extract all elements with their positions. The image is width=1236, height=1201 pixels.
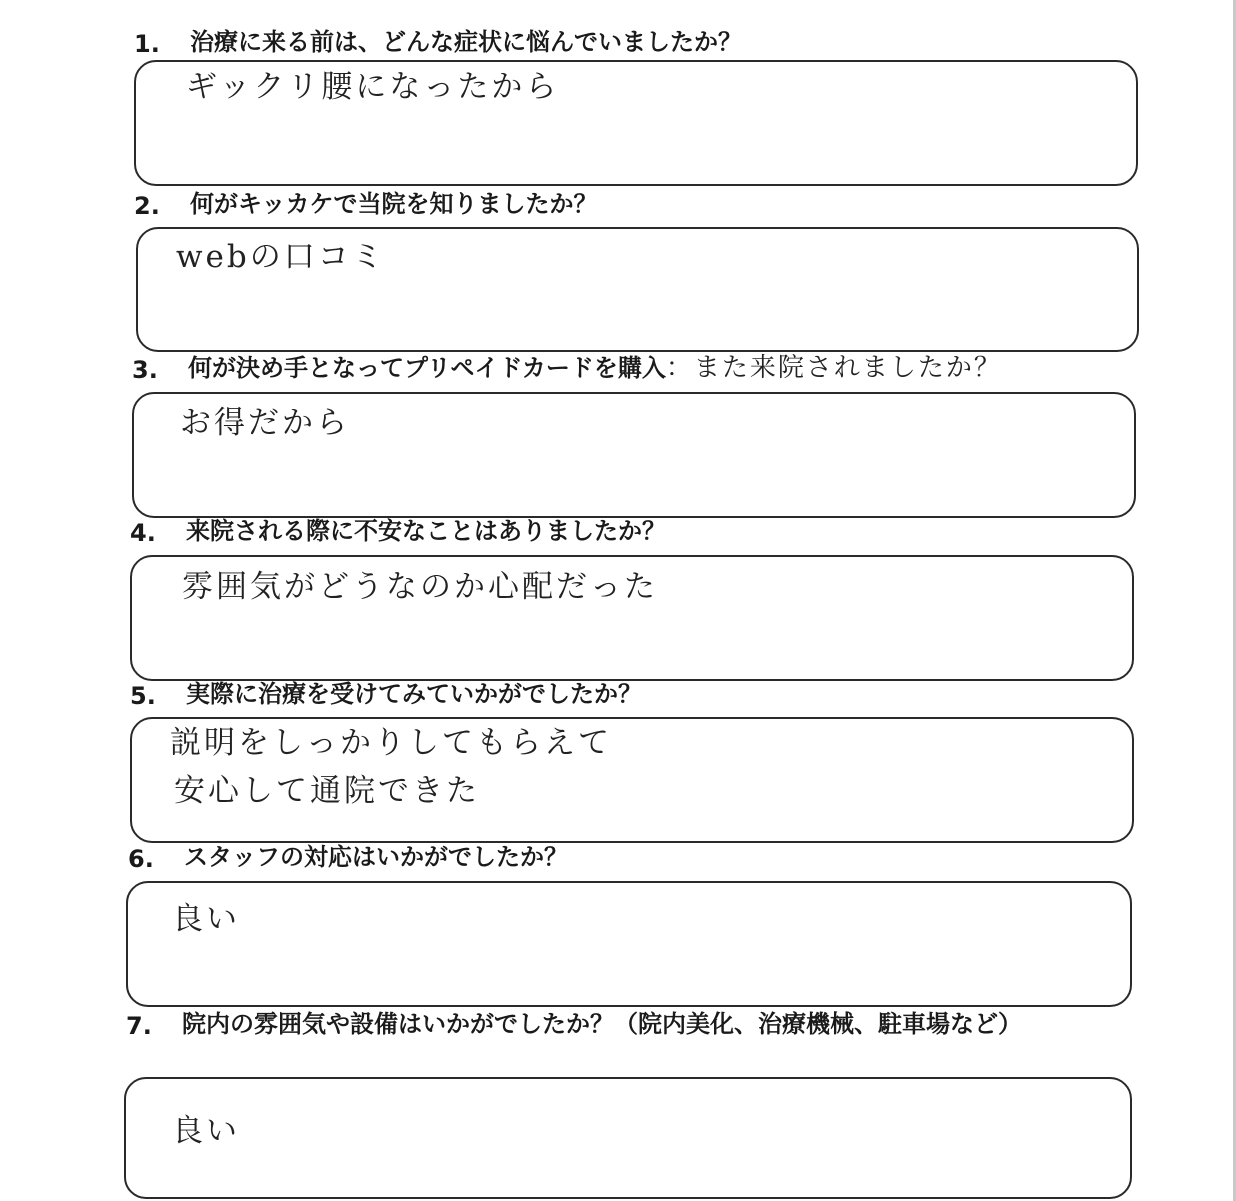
answer-box-7: [124, 1077, 1132, 1199]
question-7-text: 院内の雰囲気や設備はいかがでしたか？（院内美化、治療機械、駐車場など）: [182, 1010, 1022, 1038]
question-2-number: 2.: [134, 192, 160, 220]
question-4-text: 来院される際に不安なことはありましたか？: [186, 517, 666, 545]
question-1-number: 1.: [134, 30, 160, 58]
answer-5-line-2: 安心して通院できた: [174, 773, 480, 809]
question-1-text: 治療に来る前は、どんな症状に悩んでいましたか？: [190, 28, 742, 56]
answer-7-line-1: 良い: [172, 1113, 240, 1149]
question-6-text: スタッフの対応はいかがでしたか？: [184, 843, 568, 871]
question-6-number: 6.: [128, 845, 154, 873]
question-3-text: [188, 352, 1002, 384]
question-3-number: 3.: [132, 356, 158, 384]
answer-1-line-1: ギックリ腰になったから: [186, 69, 560, 105]
answer-5-line-1: 説明をしっかりしてもらえて: [170, 725, 612, 761]
question-3-printed-text: 何が決め手となってプリペイドカードを購入: [188, 354, 666, 382]
question-7-number: 7.: [126, 1012, 152, 1040]
question-4-number: 4.: [130, 519, 156, 547]
answer-2-line-1: webの口コミ: [176, 239, 386, 275]
question-5-text: 実際に治療を受けてみていかがでしたか？: [186, 680, 642, 708]
answer-6-line-1: 良い: [172, 901, 240, 937]
question-5-number: 5.: [130, 682, 156, 710]
answer-3-line-1: お得だから: [180, 405, 350, 441]
question-2-text: 何がキッカケで当院を知りましたか？: [190, 190, 598, 218]
question-3-handwritten-addition: ：また来院されましたか？: [665, 353, 1002, 383]
answer-4-line-1: 雰囲気がどうなのか心配だった: [182, 569, 658, 605]
answer-box-6: [126, 881, 1132, 1007]
